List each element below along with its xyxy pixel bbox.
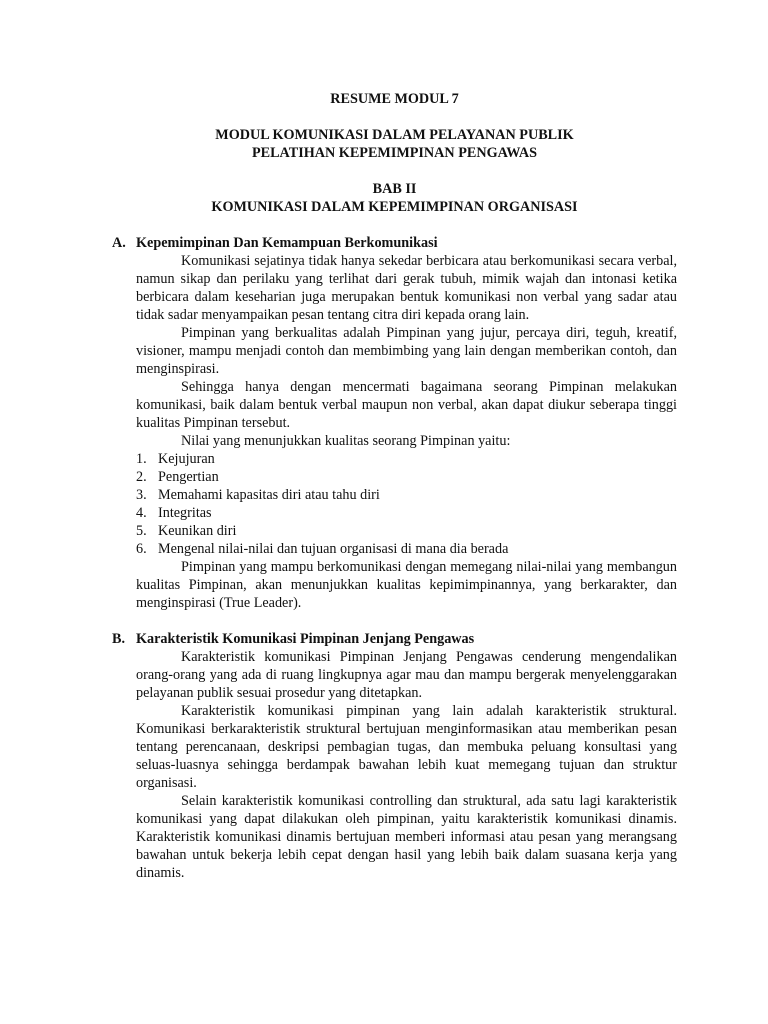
section-b-paragraph-2: Karakteristik komunikasi pimpinan yang lain adalah karakteristik struktural. Komunikasi berkarakteristik struktural bertujuan menginformasikan atau memberikan pesan tentang perencanaan, deskripsi pembagian tugas, dan membuka peluang konsultasi yang seluas-luasnya sehingga berdampak bawahan lebih kuat memegang tujuan dan struktur organisasi. <box>136 703 677 791</box>
list-item <box>136 540 677 558</box>
chapter-number: BAB II <box>372 181 417 197</box>
section-a-heading: Kepemimpinan Dan Kemampuan Berkomunikasi <box>136 235 438 251</box>
section-b-letter: B. <box>112 631 126 647</box>
section-b-paragraph-1: Karakteristik komunikasi Pimpinan Jenjang Pengawas cenderung mengendalikan orang-orang yang ada di ruang lingkupnya agar mau dan mampu bergerak menyelenggarakan pelayanan publik sesuai prosedur yang ditetapkan. <box>136 649 677 701</box>
module-title-line-1: MODUL KOMUNIKASI DALAM PELAYANAN PUBLIK <box>215 127 574 143</box>
list-item-text: Integritas <box>158 505 212 521</box>
section-a-paragraph-4: Nilai yang menunjukkan kualitas seorang Pimpinan yaitu: <box>181 433 511 449</box>
module-title-block <box>136 126 677 162</box>
section-a-letter: A. <box>112 235 126 251</box>
list-item <box>136 504 677 522</box>
list-item-text: Mengenal nilai-nilai dan tujuan organisasi di mana dia berada <box>158 541 509 557</box>
leader-values-list <box>136 450 677 558</box>
list-item <box>136 468 677 486</box>
section-b <box>112 630 677 882</box>
list-item-text: Kejujuran <box>158 451 215 467</box>
list-item-text: Keunikan diri <box>158 523 237 539</box>
section-a-paragraph-1: Komunikasi sejatinya tidak hanya sekedar berbicara atau berkomunikasi secara verbal, namun sikap dan perilaku yang terlihat dari gerak tubuh, mimik wajah dan intonasi ketika berbicara dalam keseharian juga merupakan bentuk komunikasi non verbal yang sadar atau tidak sadar menyampaikan pesan tentang citra diri kepada orang lain. <box>136 253 677 323</box>
list-item-text: Pengertian <box>158 469 219 485</box>
list-item-number: 1. <box>136 451 147 467</box>
list-item <box>136 522 677 540</box>
section-a-paragraph-2: Pimpinan yang berkualitas adalah Pimpinan yang jujur, percaya diri, teguh, kreatif, visioner, mampu menjadi contoh dan membimbing yang lain dengan memberikan contoh, dan menginspirasi. <box>136 325 677 377</box>
list-item <box>136 486 677 504</box>
list-item-number: 2. <box>136 469 147 485</box>
chapter-block <box>136 180 677 216</box>
list-item-number: 6. <box>136 541 147 557</box>
module-title-line-2: PELATIHAN KEPEMIMPINAN PENGAWAS <box>251 145 538 161</box>
section-b-paragraph-3: Selain karakteristik komunikasi controlling dan struktural, ada satu lagi karakteristik komunikasi yang dapat dilakukan oleh pimpinan, yaitu karakteristik komunikasi dinamis. Karakteristik komunikasi dinamis bertujuan memberi informasi atau pesan yang merangsang bawahan untuk bekerja lebih cepat dengan hasil yang lebih baik dalam suasana kerja yang dinamis. <box>136 793 677 881</box>
chapter-title: KOMUNIKASI DALAM KEPEMIMPINAN ORGANISASI <box>211 199 578 215</box>
section-a-paragraph-3: Sehingga hanya dengan mencermati bagaimana seorang Pimpinan melakukan komunikasi, baik dalam bentuk verbal maupun non verbal, akan dapat diukur seberapa tinggi kualitas Pimpinan tersebut. <box>136 379 677 431</box>
list-item <box>136 450 677 468</box>
resume-title: RESUME MODUL 7 <box>330 91 459 107</box>
section-a <box>112 234 677 612</box>
list-item-number: 3. <box>136 487 147 503</box>
list-item-number: 4. <box>136 505 147 521</box>
list-item-number: 5. <box>136 523 147 539</box>
section-a-closing-paragraph: Pimpinan yang mampu berkomunikasi dengan memegang nilai-nilai yang membangun kualitas Pimpinan, akan menunjukkan kualitas kepimimpinannya, yang berkarakter, dan menginspirasi (True Leader). <box>136 559 677 611</box>
section-b-heading: Karakteristik Komunikasi Pimpinan Jenjang Pengawas <box>136 631 475 647</box>
list-item-text: Memahami kapasitas diri atau tahu diri <box>158 487 380 503</box>
